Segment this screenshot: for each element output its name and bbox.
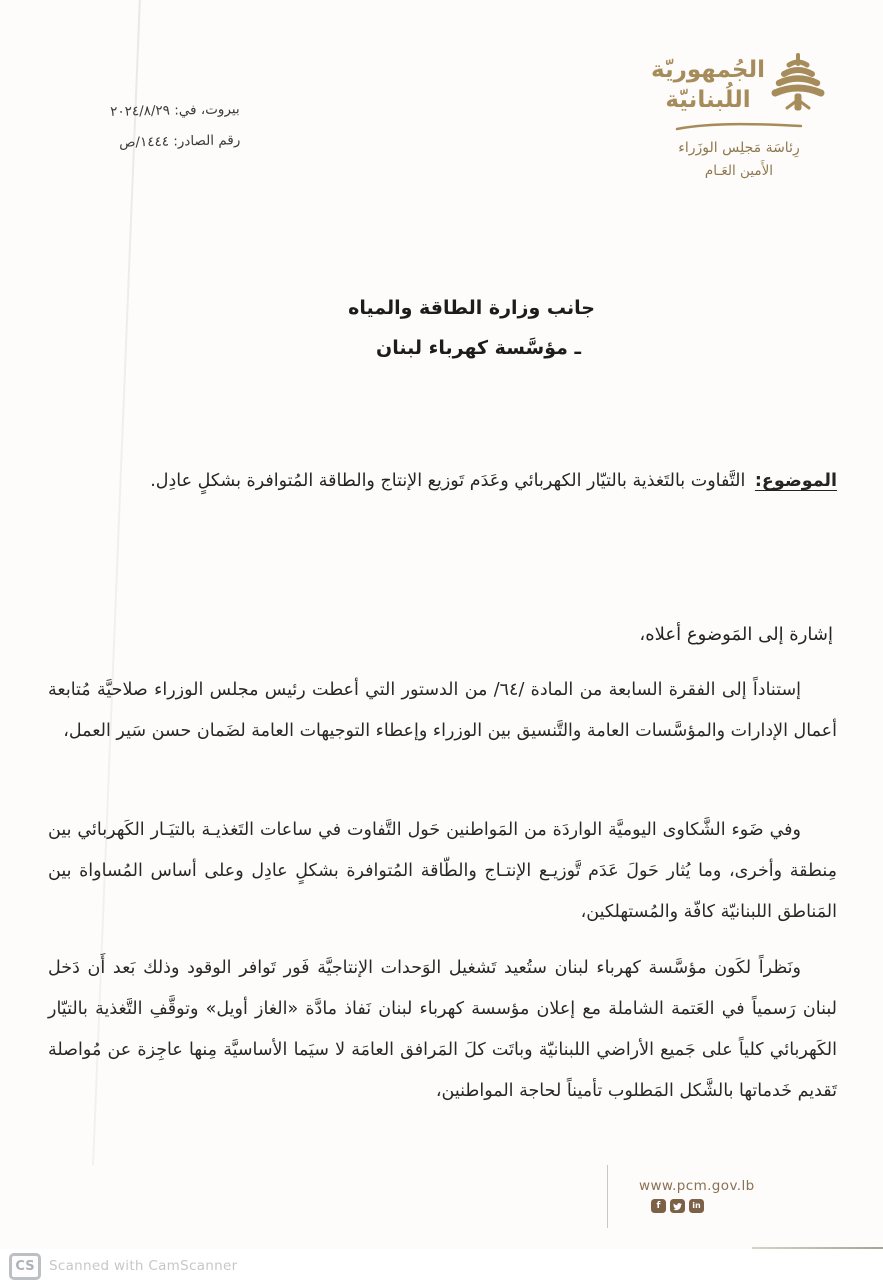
letter-date: بيروت، في: ٢٠٢٤/٨/٢٩ xyxy=(109,101,240,120)
subject-line xyxy=(100,466,837,496)
twitter-icon xyxy=(670,1199,685,1213)
body-paragraph-3: ونَظراً لكَون مؤسَّسة كهرباء لبنان ستُعيد تَشغيل الوَحدات الإنتاجيَّة فَور تَوافر الوقود وذلك بَعد أَن دَخل لبنان رَسمياً في العَتمة الشاملة مع إعلان مؤسسة كهرباء لبنان نَفاذ مادَّة «الغاز أويل» وتوقَّفِ التَّغذية بالتيّار الكَهربائي كلياً على جَميع الأراضي اللبنانيّة وباتَت كلَ المَرافق العامَة لا سيَما الأساسيَّة مِنها عاجِزة عن مُواصلة تَقديم خَدماتها بالشَّكل المَطلوب تأميناً لحاجة المواطنين، xyxy=(48,958,837,1101)
republic-title-line2: اللُبنانيّة xyxy=(665,87,751,113)
facebook-icon xyxy=(651,1199,666,1213)
republic-title-line1: الجُمهوريّة xyxy=(651,57,765,83)
subject-label: الموضوع: xyxy=(754,471,837,491)
addressee-block xyxy=(348,288,595,368)
letterhead xyxy=(651,52,819,182)
footer-social-icons xyxy=(651,1199,704,1213)
linkedin-icon xyxy=(689,1199,704,1213)
subject-text: التَّفاوت بالتَغذية بالتيّار الكهربائي وعَدَم تَوزيع الإنتاج والطاقة المُتوافرة بشكلٍ عادِل. xyxy=(150,471,746,491)
addressee-ministry: جانب وزارة الطاقة والمياه xyxy=(348,297,595,319)
date-reference-block xyxy=(63,94,240,160)
camscanner-watermark-text: Scanned with CamScanner xyxy=(49,1258,238,1274)
letterhead-org: رِئاسَة مَجلِس الوزَراء xyxy=(678,140,800,156)
salutation: إشارة إلى المَوضوع أعلاه، xyxy=(639,624,833,645)
lebanese-cedar-icon xyxy=(769,52,827,118)
letter-ref-number: رقم الصادر: ١٤٤٤/ص xyxy=(118,132,241,151)
letterhead-office: الأَمين العَـام xyxy=(704,163,774,179)
facebook-glyph: f xyxy=(656,1200,661,1211)
camscanner-logo-icon xyxy=(9,1253,41,1280)
calligraphy-flourish xyxy=(673,120,805,132)
footer-divider xyxy=(607,1165,608,1228)
body-paragraph-2: وفي ضَوء الشَّكاوى اليوميَّة الواردَة من المَواطنين حَول التَّفاوت في ساعات التَغذيـة بالتيَـار الكَهربائي بين مِنطقة وأخرى، وما يُثار حَولَ عَدَم تَّوزيـع الإنتـاج والطّاقة المُتوافرة بشكلٍ عادِل وعلى أساس المُساواة بين المَناطق اللبنانيّة كافّة والمُستهلكين، xyxy=(48,820,837,922)
addressee-edl: ـ مؤسَّسة كهرباء لبنان xyxy=(376,337,581,359)
body-paragraph-1: إستناداً إلى الفقرة السابعة من المادة /٦٤/ من الدستور التي أعطت رئيس مجلس الوزراء صلاحيَّة مُتابعة أعمال الإدارات والمؤسَّسات العامة والتَّنسيق بين الوزراء وإعطاء التوجيهات العامة لضَمان حسن سَير العمل، xyxy=(48,680,837,741)
camscanner-logo-text: CS xyxy=(15,1259,35,1274)
camscanner-bar xyxy=(0,1249,883,1280)
linkedin-glyph: in xyxy=(692,1201,701,1210)
footer-website: www.pcm.gov.lb xyxy=(639,1178,755,1194)
republic-title xyxy=(651,55,765,115)
